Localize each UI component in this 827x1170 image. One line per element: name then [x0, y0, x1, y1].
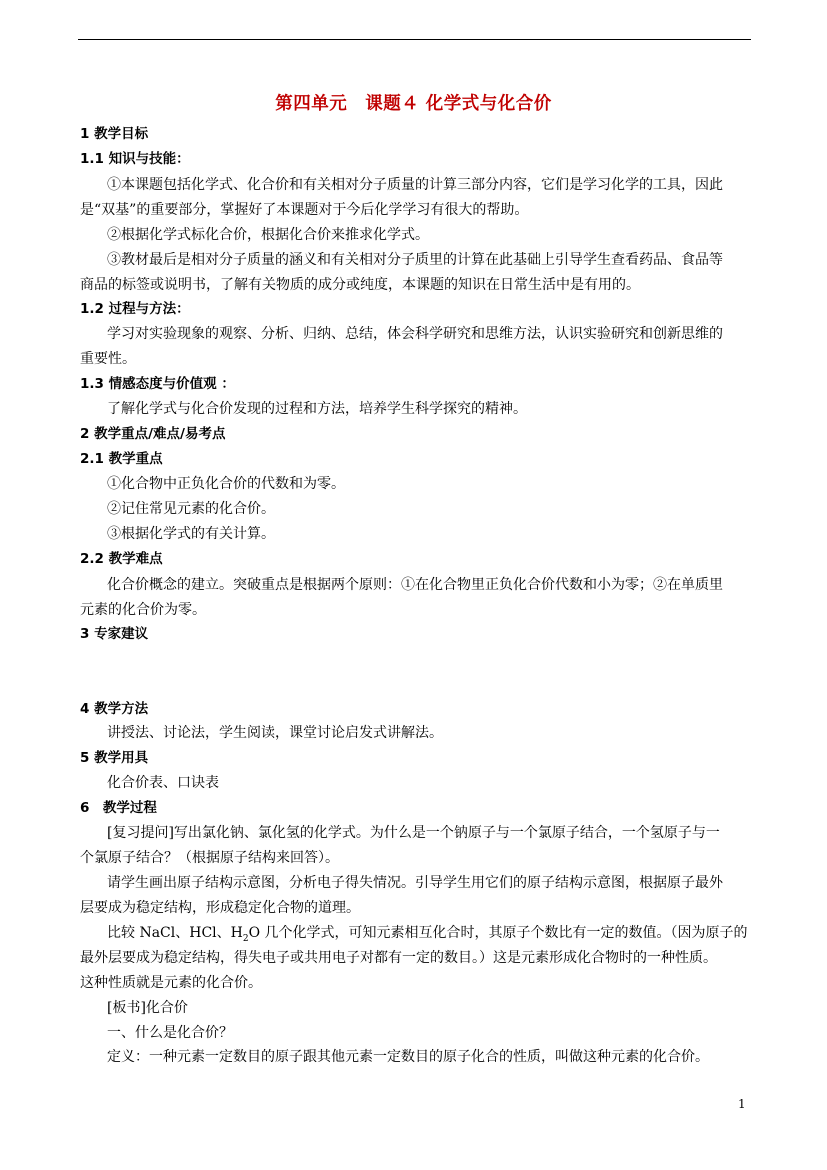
- formula-text: 比较 NaCl、HCl、H: [107, 925, 243, 941]
- heading-2: 2 教学重点/难点/易考点: [80, 426, 226, 442]
- paragraph-line: 层要成为稳定结构，形成稳定化合物的道理。: [80, 900, 360, 916]
- heading-1-2: 1.2 过程与方法：: [80, 301, 190, 317]
- heading-2-2: 2.2 教学难点: [80, 551, 163, 567]
- paragraph-line: ①化合物中正负化合价的代数和为零。: [107, 476, 345, 492]
- paragraph-line: 请学生画出原子结构示意图，分析电子得失情况。引导学生用它们的原子结构示意图，根据原子最外: [107, 875, 723, 891]
- paragraph-line: 最外层要成为稳定结构，得失电子或共用电子对都有一定的数目。）这是元素形成化合物时的一种性质。: [80, 950, 717, 966]
- paragraph-line: 定义：一种元素一定数目的原子跟其他元素一定数目的原子化合的性质，叫做这种元素的化合价。: [107, 1049, 709, 1065]
- subscript: 2: [242, 933, 249, 944]
- paragraph-line: 是“双基”的重要部分，掌握好了本课题对于今后化学学习有很大的帮助。: [80, 202, 529, 218]
- paragraph-line: 元素的化合价为零。: [80, 602, 206, 618]
- paragraph-line: 化合价表、口诀表: [107, 775, 219, 791]
- heading-2-1: 2.1 教学重点: [80, 451, 163, 467]
- heading-5: 5 教学用具: [80, 750, 149, 766]
- header-rule: [78, 39, 751, 40]
- heading-6: 6 教学过程: [80, 800, 157, 816]
- heading-3: 3 专家建议: [80, 626, 149, 642]
- paragraph-line: 化合价概念的建立。突破重点是根据两个原则：①在化合物里正负化合价代数和小为零；②在单质里: [107, 577, 723, 593]
- paragraph-line: 学习对实验现象的观察、分析、归纳、总结，体会科学研究和思维方法，认识实验研究和创新思维的: [107, 326, 723, 342]
- paragraph-line: ①本课题包括化学式、化合价和有关相对分子质量的计算三部分内容，它们是学习化学的工具，因此: [107, 177, 723, 193]
- paragraph-line: 一、什么是化合价？: [107, 1025, 233, 1041]
- paragraph-line: ③教材最后是相对分子质量的涵义和有关相对分子质里的计算在此基础上引导学生查看药品、食品等: [107, 252, 723, 268]
- heading-1-1: 1.1 知识与技能：: [80, 151, 190, 167]
- paragraph-line: 商品的标签或说明书，了解有关物质的成分或纯度，本课题的知识在日常生活中是有用的。: [80, 277, 640, 293]
- paragraph-line: [复习提问]写出氯化钠、氯化氢的化学式。为什么是一个钠原子与一个氯原子结合，一个氢原子与一: [107, 825, 720, 841]
- heading-4: 4 教学方法: [80, 701, 149, 717]
- paragraph-line: 讲授法、讨论法，学生阅读，课堂讨论启发式讲解法。: [107, 725, 443, 741]
- paragraph-line: [107, 925, 752, 944]
- paragraph-line: 这种性质就是元素的化合价。: [80, 975, 262, 991]
- heading-1-3: 1.3 情感态度与价值观 ：: [80, 376, 235, 392]
- paragraph-line: ③根据化学式的有关计算。: [107, 526, 275, 542]
- heading-1: 1 教学目标: [80, 126, 149, 142]
- page-title: 第四单元 课题４ 化学式与化合价: [275, 94, 552, 114]
- page-number: 1: [738, 1097, 746, 1111]
- paragraph-line: 重要性。: [80, 351, 136, 367]
- paragraph-line: ②根据化学式标化合价，根据化合价来推求化学式。: [107, 227, 429, 243]
- paragraph-line: [板书]化合价: [107, 1000, 188, 1016]
- paragraph-line: 个氯原子结合？（根据原子结构来回答）。: [80, 850, 339, 866]
- paragraph-line: 了解化学式与化合价发现的过程和方法，培养学生科学探究的精神。: [107, 401, 527, 417]
- formula-text-rest: O 几个化学式，可知元素相互化合时，其原子个数比有一定的数值。（因为原子的: [248, 925, 748, 941]
- paragraph-line: ②记住常见元素的化合价。: [107, 501, 275, 517]
